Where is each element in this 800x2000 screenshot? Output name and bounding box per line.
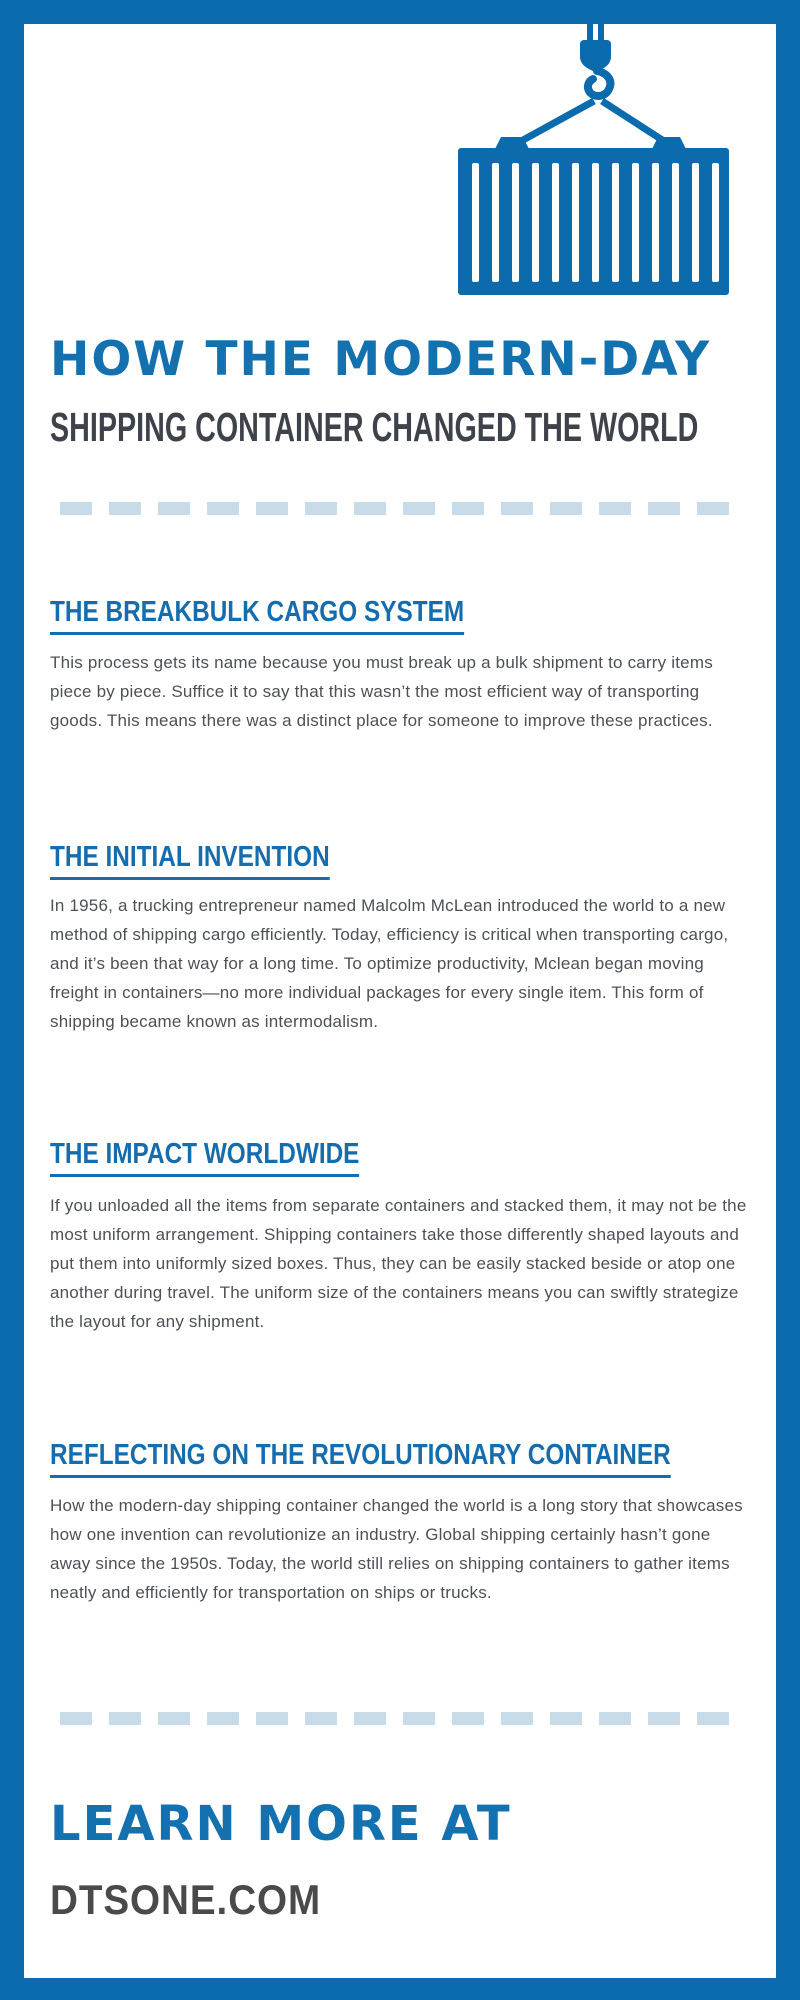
section-paragraph-reflecting: How the modern-day shipping container changed the world is a long story that showcases how one invention can revolutionize an industry. Global shipping certainly hasn’t gone away since the 1950s. Today, the world still relies on shipping containers to gather items neatly and efficiently for transportation on ships or trucks. xyxy=(50,1496,743,1602)
section-heading-breakbulk: THE BREAKBULK CARGO SYSTEM xyxy=(50,598,464,635)
crane-hook xyxy=(588,71,610,96)
section-paragraph-initial-invention: In 1956, a trucking entrepreneur named Malcolm McLean introduced the world to a new method of shipping cargo efficiently. Today, efficiency is critical when transporting cargo, and it’s been that way for a long time. To optimize productivity, Mclean began moving freight in containers—no more individual packages for every single item. This form of shipping became known as intermodalism. xyxy=(50,896,729,1031)
dashed-divider-top xyxy=(60,502,740,515)
crane-container-icon xyxy=(430,24,760,296)
page-subtitle: SHIPPING CONTAINER CHANGED THE WORLD xyxy=(50,404,699,450)
dashed-divider-bottom xyxy=(60,1712,740,1725)
section-heading-impact-worldwide: THE IMPACT WORLDWIDE xyxy=(50,1140,359,1177)
sling-rope-right xyxy=(602,101,670,145)
learn-more-label: LEARN MORE AT xyxy=(50,1796,512,1852)
crane-cable-right xyxy=(598,24,604,42)
section-paragraph-breakbulk: This process gets its name because you must break up a bulk shipment to carry items piece by piece. Suffice it to say that this wasn’t the most efficient way of transporting goods. This means there was a distinct place for someone to improve these practices. xyxy=(50,653,713,730)
sling-rope-left xyxy=(514,101,594,145)
section-heading-initial-invention: THE INITIAL INVENTION xyxy=(50,843,330,880)
section-heading-reflecting: REFLECTING ON THE REVOLUTIONARY CONTAINER xyxy=(50,1441,671,1478)
website-text: DTSONE.COM xyxy=(50,1876,322,1923)
section-paragraph-impact-worldwide: If you unloaded all the items from separate containers and stacked them, it may not be the most uniform arrangement. Shipping containers take those differently shaped layouts and put them into uniformly sized boxes. Thus, they can be easily stacked beside or atop one another during travel. The uniform size of the containers means you can swiftly strategize the layout for any shipment. xyxy=(50,1196,747,1331)
crane-cable-left xyxy=(587,24,593,42)
page-title: HOW THE MODERN-DAY xyxy=(50,332,712,387)
